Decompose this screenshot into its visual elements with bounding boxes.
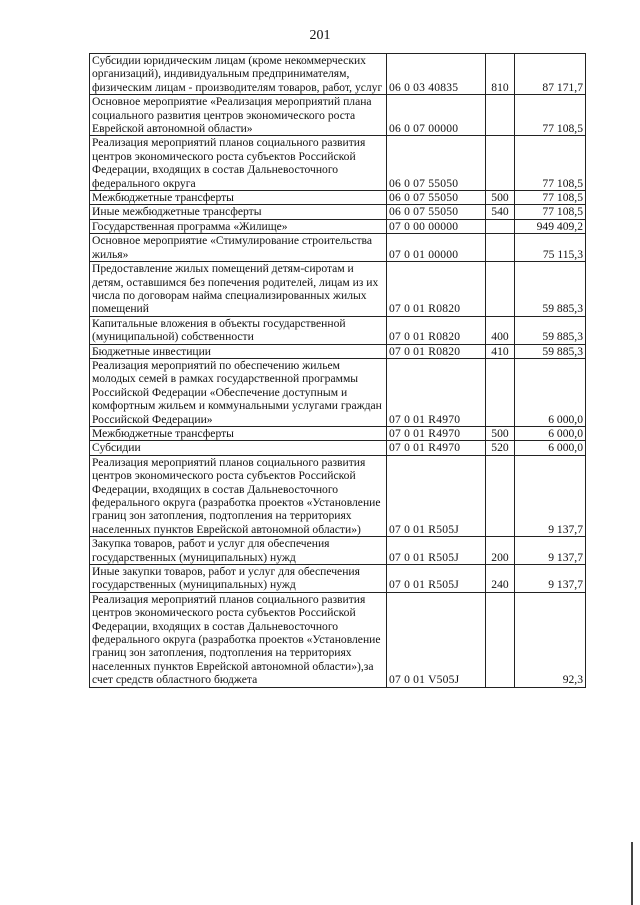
row-name-cell: Бюджетные инвестиции bbox=[90, 344, 387, 358]
row-amount-cell: 77 108,5 bbox=[515, 136, 586, 191]
row-amount-cell: 9 137,7 bbox=[515, 537, 586, 565]
row-amount-cell: 6 000,0 bbox=[515, 426, 586, 440]
budget-table bbox=[89, 53, 586, 688]
row-code-cell: 07 0 01 R4970 bbox=[387, 358, 486, 426]
row-code-cell: 06 0 03 40835 bbox=[387, 54, 486, 95]
row-expense-type-cell: 400 bbox=[486, 316, 515, 344]
row-name-cell: Реализация мероприятий по обеспечению жильем молодых семей в рамках государственной программы Российской Федерации «Обеспечение доступным и комфортным жильем и коммунальными услугами граждан Российской Федерации» bbox=[90, 358, 387, 426]
table-row bbox=[90, 234, 586, 262]
row-code-cell: 07 0 01 R4970 bbox=[387, 441, 486, 455]
row-name-cell: Иные межбюджетные трансферты bbox=[90, 205, 387, 219]
row-code-cell: 06 0 07 55050 bbox=[387, 191, 486, 205]
row-amount-cell: 949 409,2 bbox=[515, 219, 586, 233]
row-expense-type-cell bbox=[486, 234, 515, 262]
table-row bbox=[90, 358, 586, 426]
row-amount-cell: 59 885,3 bbox=[515, 262, 586, 317]
margin-mark bbox=[631, 842, 633, 905]
row-name-cell: Предоставление жилых помещений детям-сиротам и детям, оставшимся без попечения родителей, лицам из их числа по договорам найма специализированных жилых помещений bbox=[90, 262, 387, 317]
row-expense-type-cell: 500 bbox=[486, 426, 515, 440]
table-row bbox=[90, 537, 586, 565]
row-amount-cell: 6 000,0 bbox=[515, 358, 586, 426]
row-amount-cell: 77 108,5 bbox=[515, 191, 586, 205]
table-row bbox=[90, 205, 586, 219]
row-name-cell: Капитальные вложения в объекты государственной (муниципальной) собственности bbox=[90, 316, 387, 344]
table-row bbox=[90, 455, 586, 536]
row-name-cell: Закупка товаров, работ и услуг для обеспечения государственных (муниципальных) нужд bbox=[90, 537, 387, 565]
row-code-cell: 07 0 01 R505J bbox=[387, 455, 486, 536]
table-row bbox=[90, 316, 586, 344]
row-name-cell: Межбюджетные трансферты bbox=[90, 191, 387, 205]
row-name-cell: Государственная программа «Жилище» bbox=[90, 219, 387, 233]
row-code-cell: 07 0 01 R505J bbox=[387, 537, 486, 565]
row-expense-type-cell: 410 bbox=[486, 344, 515, 358]
row-amount-cell: 87 171,7 bbox=[515, 54, 586, 95]
row-code-cell: 06 0 07 55050 bbox=[387, 136, 486, 191]
row-amount-cell: 77 108,5 bbox=[515, 205, 586, 219]
row-amount-cell: 59 885,3 bbox=[515, 344, 586, 358]
row-code-cell: 07 0 00 00000 bbox=[387, 219, 486, 233]
row-amount-cell: 9 137,7 bbox=[515, 565, 586, 593]
row-amount-cell: 59 885,3 bbox=[515, 316, 586, 344]
row-expense-type-cell bbox=[486, 219, 515, 233]
row-expense-type-cell: 500 bbox=[486, 191, 515, 205]
row-name-cell: Субсидии bbox=[90, 441, 387, 455]
row-expense-type-cell: 540 bbox=[486, 205, 515, 219]
table-row bbox=[90, 136, 586, 191]
row-name-cell: Иные закупки товаров, работ и услуг для обеспечения государственных (муниципальных) нужд bbox=[90, 565, 387, 593]
row-expense-type-cell: 240 bbox=[486, 565, 515, 593]
budget-table-body bbox=[90, 54, 586, 688]
table-row bbox=[90, 426, 586, 440]
row-code-cell: 06 0 07 00000 bbox=[387, 95, 486, 136]
row-code-cell: 07 0 01 V505J bbox=[387, 592, 486, 687]
row-amount-cell: 6 000,0 bbox=[515, 441, 586, 455]
page-number: 201 bbox=[309, 28, 331, 43]
row-expense-type-cell bbox=[486, 592, 515, 687]
table-row bbox=[90, 592, 586, 687]
row-code-cell: 07 0 01 R4970 bbox=[387, 426, 486, 440]
table-row bbox=[90, 441, 586, 455]
row-expense-type-cell bbox=[486, 455, 515, 536]
row-name-cell: Межбюджетные трансферты bbox=[90, 426, 387, 440]
row-amount-cell: 9 137,7 bbox=[515, 455, 586, 536]
row-name-cell: Основное мероприятие «Реализация мероприятий плана социального развития центров экономического роста Еврейской автономной области» bbox=[90, 95, 387, 136]
row-amount-cell: 92,3 bbox=[515, 592, 586, 687]
table-row bbox=[90, 54, 586, 95]
row-expense-type-cell bbox=[486, 262, 515, 317]
table-row bbox=[90, 565, 586, 593]
row-name-cell: Реализация мероприятий планов социального развития центров экономического роста субъектов Российской Федерации, входящих в состав Дальневосточного федерального округа bbox=[90, 136, 387, 191]
row-amount-cell: 77 108,5 bbox=[515, 95, 586, 136]
row-name-cell: Реализация мероприятий планов социального развития центров экономического роста субъектов Российской Федерации, входящих в состав Дальневосточного федерального округа (разработка проектов «Установление границ зон затопления, подтопления на территориях населенных пунктов Еврейской автономной области») bbox=[90, 455, 387, 536]
table-row bbox=[90, 219, 586, 233]
table-row bbox=[90, 191, 586, 205]
row-amount-cell: 75 115,3 bbox=[515, 234, 586, 262]
row-name-cell: Субсидии юридическим лицам (кроме некоммерческих организаций), индивидуальным предпринимателям, физическим лицам - производителям товаров, работ, услуг bbox=[90, 54, 387, 95]
table-row bbox=[90, 344, 586, 358]
table-row bbox=[90, 95, 586, 136]
row-code-cell: 07 0 01 00000 bbox=[387, 234, 486, 262]
row-code-cell: 07 0 01 R0820 bbox=[387, 344, 486, 358]
row-code-cell: 07 0 01 R505J bbox=[387, 565, 486, 593]
row-expense-type-cell bbox=[486, 95, 515, 136]
row-code-cell: 07 0 01 R0820 bbox=[387, 262, 486, 317]
row-expense-type-cell: 200 bbox=[486, 537, 515, 565]
row-expense-type-cell: 810 bbox=[486, 54, 515, 95]
row-expense-type-cell bbox=[486, 358, 515, 426]
row-code-cell: 06 0 07 55050 bbox=[387, 205, 486, 219]
row-expense-type-cell bbox=[486, 136, 515, 191]
row-name-cell: Реализация мероприятий планов социального развития центров экономического роста субъектов Российской Федерации, входящих в состав Дальневосточного федерального округа (разработка проектов «Установление границ зон затопления, подтопления на территориях населенных пунктов Еврейской автономной области»),за счет средств областного бюджета bbox=[90, 592, 387, 687]
row-code-cell: 07 0 01 R0820 bbox=[387, 316, 486, 344]
row-expense-type-cell: 520 bbox=[486, 441, 515, 455]
row-name-cell: Основное мероприятие «Стимулирование строительства жилья» bbox=[90, 234, 387, 262]
table-row bbox=[90, 262, 586, 317]
